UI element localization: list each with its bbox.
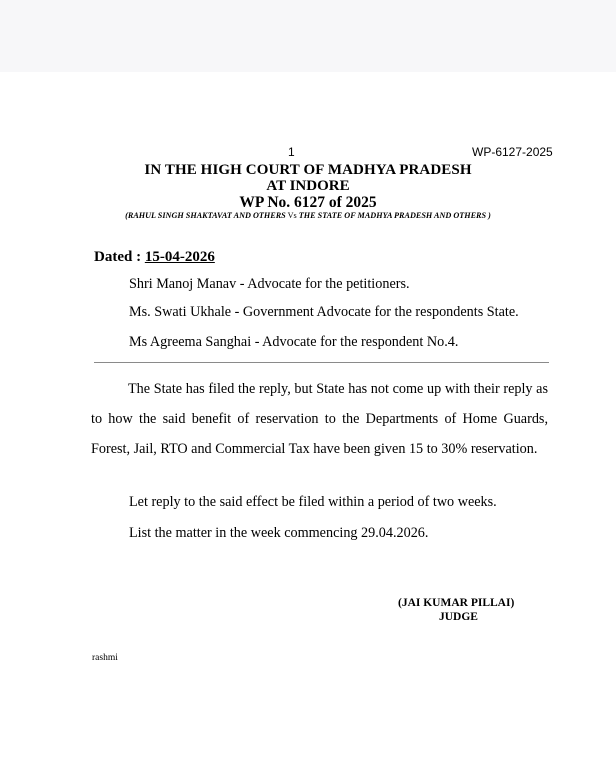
date-value: 15-04-2026 bbox=[144, 249, 215, 265]
page-number: 1 bbox=[288, 145, 295, 159]
judge-title: JUDGE bbox=[439, 611, 478, 623]
steno-initials: rashmi bbox=[92, 653, 118, 663]
appearance-line: Shri Manoj Manav - Advocate for the petitioners. bbox=[129, 276, 410, 292]
case-number: WP No. 6127 of 2025 bbox=[239, 194, 377, 211]
order-paragraph: List the matter in the week commencing 29.04.2026. bbox=[129, 525, 429, 541]
divider bbox=[94, 362, 549, 363]
case-parties bbox=[0, 211, 616, 220]
bench-location: AT INDORE bbox=[266, 178, 350, 194]
petitioners: (RAHUL SINGH SHAKTAVAT AND OTHERS bbox=[125, 211, 286, 220]
appearance-line: Ms Agreema Sanghai - Advocate for the respondent No.4. bbox=[129, 334, 459, 350]
respondents: THE STATE OF MADHYA PRADESH AND OTHERS ) bbox=[298, 211, 491, 220]
order-date bbox=[94, 249, 215, 266]
case-reference: WP-6127-2025 bbox=[472, 145, 553, 159]
order-paragraph: The State has filed the reply, but State has not come up with their reply as to how the said benefit of reservation to the Departments of Home Guards, Forest, Jail, RTO and Commercial Tax have been given 15 to 30% reservation. bbox=[91, 381, 548, 457]
versus: Vs bbox=[285, 211, 299, 220]
order-paragraph: Let reply to the said effect be filed within a period of two weeks. bbox=[129, 494, 497, 510]
appearance-line: Ms. Swati Ukhale - Government Advocate for the respondents State. bbox=[129, 304, 519, 320]
top-band bbox=[0, 0, 616, 72]
dated-label: Dated : bbox=[94, 249, 145, 265]
judge-name: (JAI KUMAR PILLAI) bbox=[398, 597, 515, 609]
court-name: IN THE HIGH COURT OF MADHYA PRADESH bbox=[144, 162, 472, 178]
